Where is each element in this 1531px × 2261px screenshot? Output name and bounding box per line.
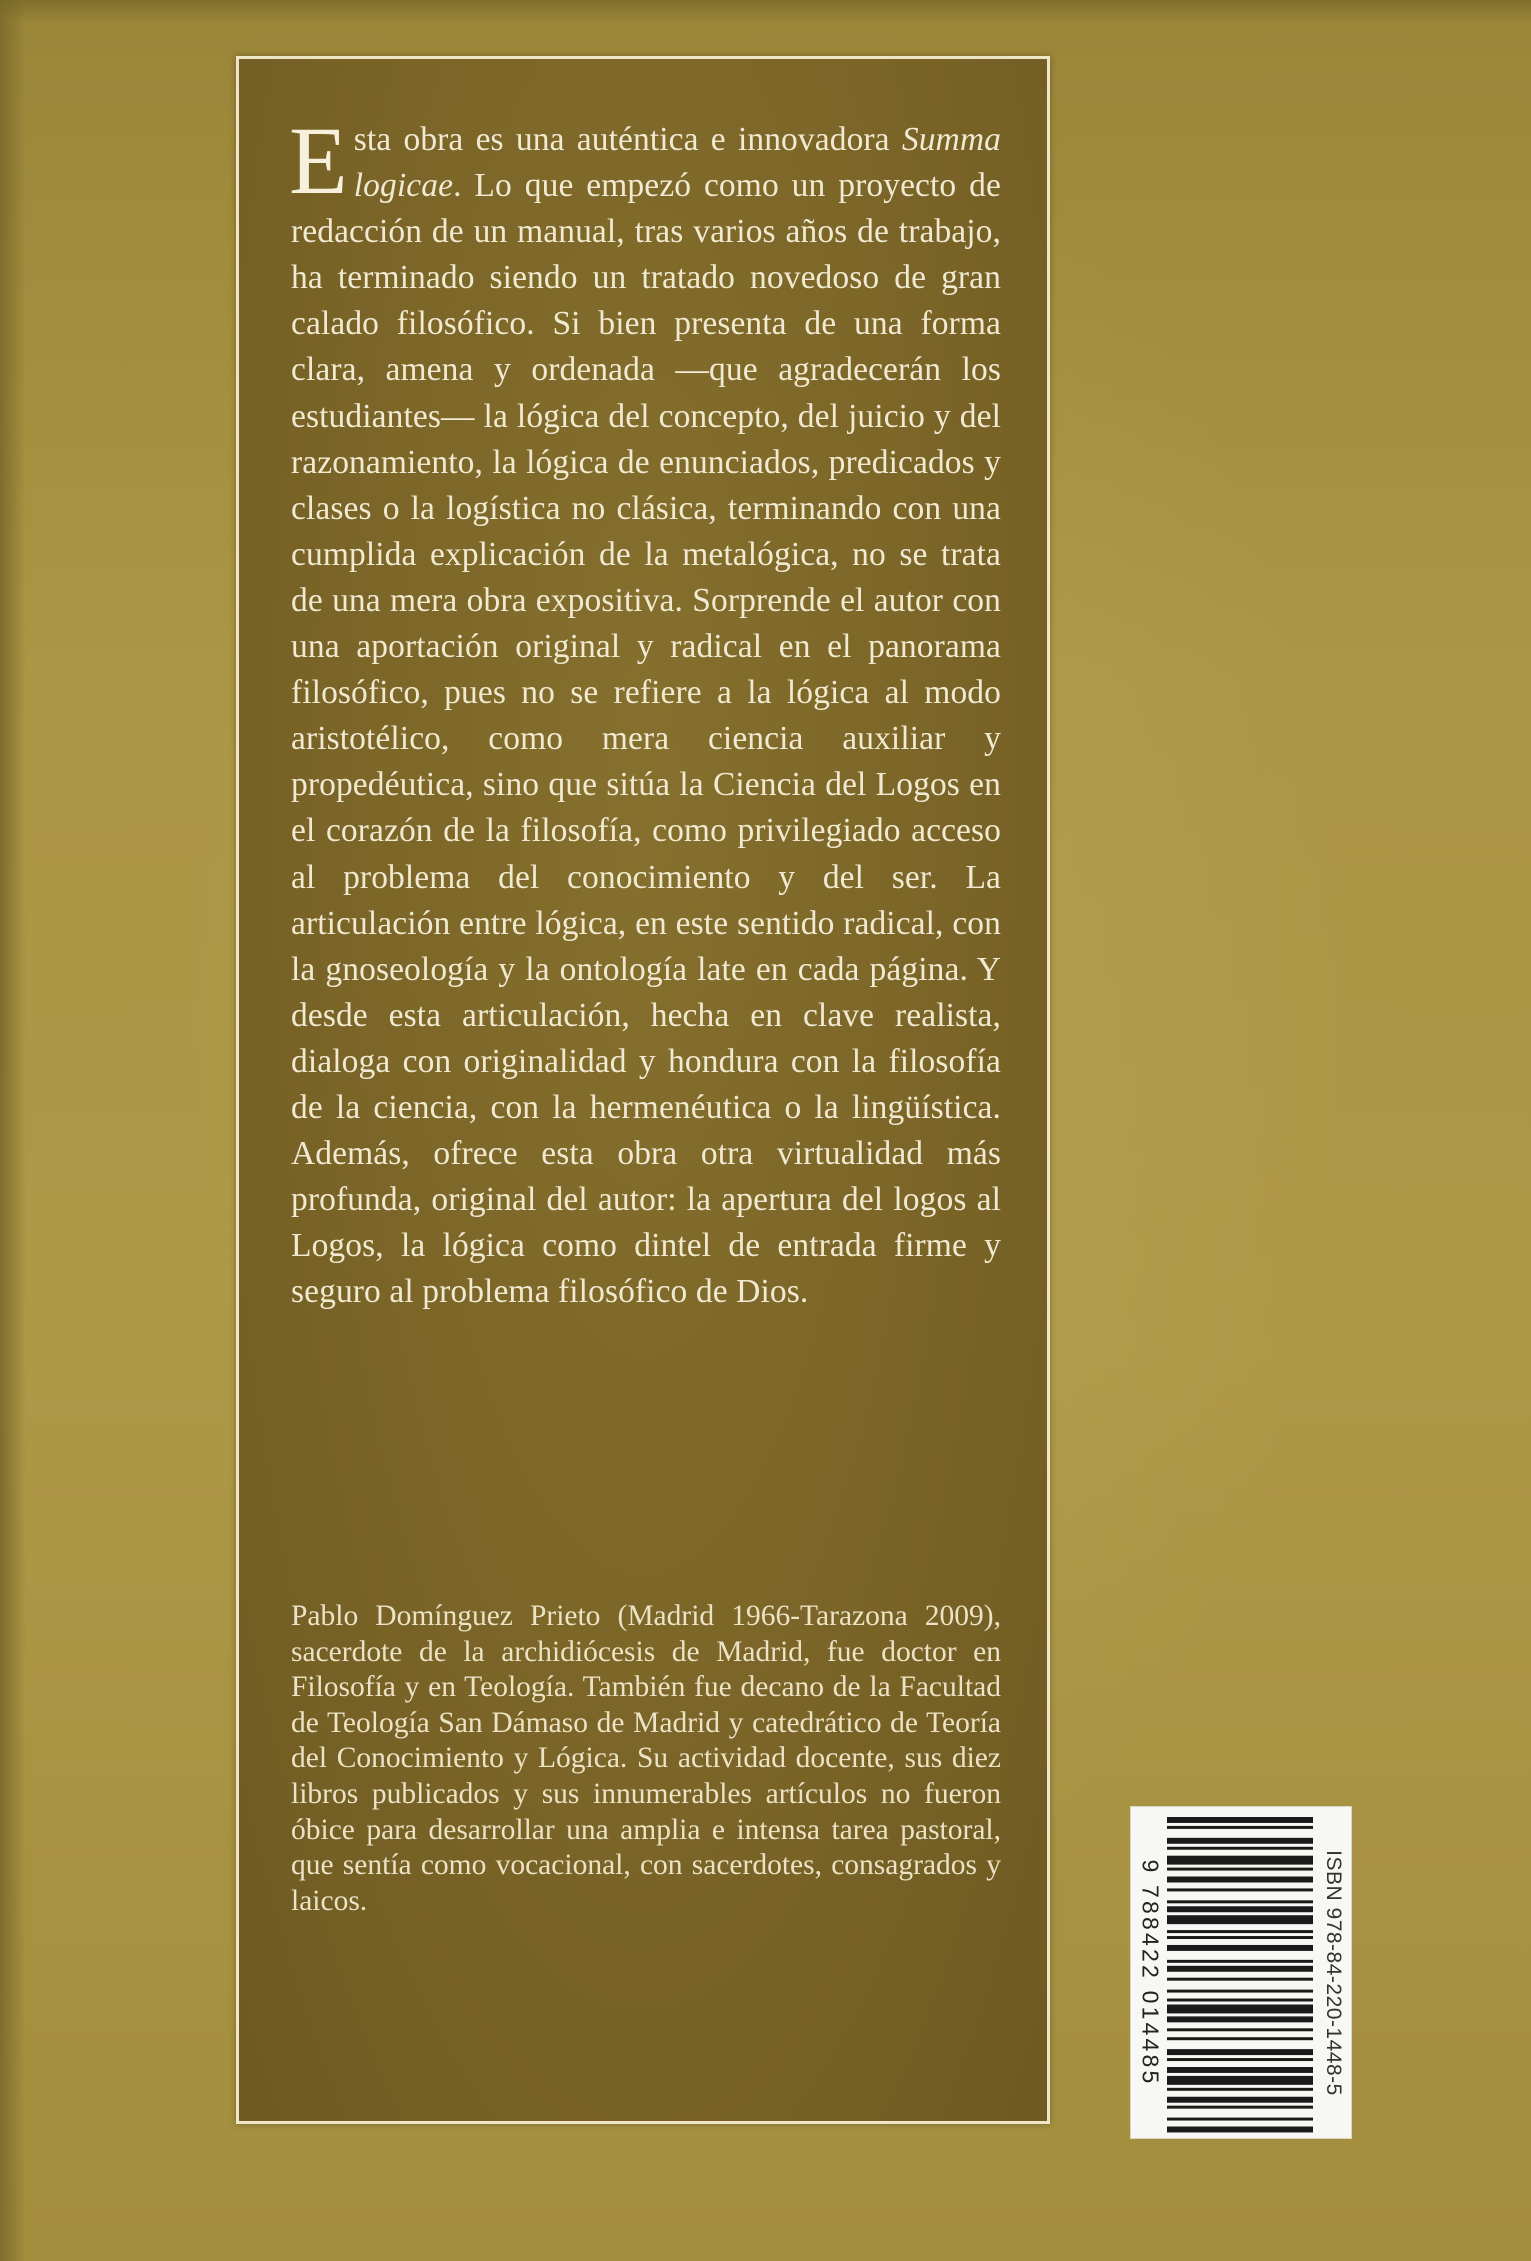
barcode-bar: [1167, 2118, 1313, 2121]
barcode-bar: [1167, 2037, 1313, 2040]
barcode-digits-text: 9 788422 014485: [1137, 1859, 1164, 2087]
blurb-container: [289, 107, 1001, 1315]
barcode-bar: [1167, 1838, 1313, 1844]
barcode-bar: [1167, 1966, 1313, 1972]
barcode-bar: [1167, 1936, 1313, 1939]
barcode-bar: [1167, 2049, 1313, 2055]
barcode-bar: [1167, 1906, 1313, 1912]
barcode-bar: [1167, 2097, 1313, 2103]
barcode-bar: [1167, 2004, 1313, 2013]
barcode-bar: [1167, 1900, 1313, 1903]
blurb-body: . Lo que empezó como un proyecto de redacción de un manual, tras varios años de trabajo, ha terminado siendo un tratado novedoso de gran calado filosófico. Si bien presenta de una forma clara, amena y ordenada —que agradecerán los estudiantes— la lógica del concepto, del juicio y del razonamiento, la lógica de enunciados, predicados y clases o la logística no clásica, terminando con una cumplida explicación de la metalógica, no se trata de una mera obra expositiva. Sorprende el autor con una aportación original y radical en el panorama filosófico, pues no se refiere a la lógica al modo aristotélico, como mera ciencia auxiliar y propedéutica, sino que sitúa la Ciencia del Logos en el corazón de la filosofía, como privilegiado acceso al problema del conocimiento y del ser. La articulación entre lógica, en este sentido radical, con la gnoseología y la ontología late en cada página. Y desde esta articulación, hecha en clave realista, dialoga con originalidad y hondura con la filosofía de la ciencia, con la hermenéutica o la lingüística. Además, ofrece esta obra otra virtualidad más profunda, original del autor: la apertura del logos al Logos, la lógica como dintel de entrada firme y seguro al problema filosófico de Dios.: [291, 167, 1001, 1311]
barcode-bar: [1167, 1888, 1313, 1891]
blurb-italic-title: Summa logicae: [353, 121, 1001, 205]
barcode-bar: [1167, 1856, 1313, 1865]
barcode-bar: [1167, 1868, 1313, 1871]
barcode-bar: [1167, 2028, 1313, 2031]
barcode-bar: [1167, 2106, 1313, 2109]
blurb-paragraph: [289, 107, 1001, 1315]
barcode-bar: [1167, 2127, 1313, 2133]
barcode-bar: [1167, 2058, 1313, 2061]
barcode-digits: [1135, 1811, 1165, 2135]
isbn-label-text: ISBN 978-84-220-1448-5: [1322, 1850, 1345, 2096]
barcode-bar: [1167, 1877, 1313, 1883]
barcode-bar: [1167, 1847, 1313, 1850]
barcode-bar: [1167, 2067, 1313, 2073]
barcode-bar: [1167, 1945, 1313, 1951]
author-bio: Pablo Domínguez Prieto (Madrid 1966-Tarazona 2009), sacerdote de la archidiócesis de Madrid, fue doctor en Filosofía y en Teología. También fue decano de la Facultad de Teología San Dámaso de Madrid y catedrático de Teoría del Conocimiento y Lógica. Su actividad docente, sus diez libros publicados y sus innumerables artículos no fueron óbice para desarrollar una amplia e intensa tarea pastoral, que sentía como vocacional, con sacerdotes, consagrados y laicos.: [291, 1600, 1001, 1917]
barcode-bar: [1167, 1960, 1313, 1963]
isbn-barcode-sticker: [1130, 1806, 1352, 2139]
blurb-lead: sta obra es una auténtica e innovadora: [353, 121, 902, 158]
isbn-label: [1317, 1811, 1349, 2135]
barcode-bar: [1167, 1915, 1313, 1924]
barcode-bar: [1167, 1978, 1313, 1981]
barcode-bar: [1167, 2088, 1313, 2091]
barcode-bar: [1167, 1826, 1313, 1829]
text-panel: [236, 56, 1050, 2124]
barcode-bar: [1167, 1999, 1313, 2002]
barcode-bar: [1167, 2076, 1313, 2085]
barcode-bar: [1167, 1990, 1313, 1993]
barcode-bar: [1167, 2016, 1313, 2022]
barcode-bar: [1167, 1930, 1313, 1933]
barcode-bar: [1167, 1817, 1313, 1823]
drop-cap-letter: E: [289, 107, 348, 214]
